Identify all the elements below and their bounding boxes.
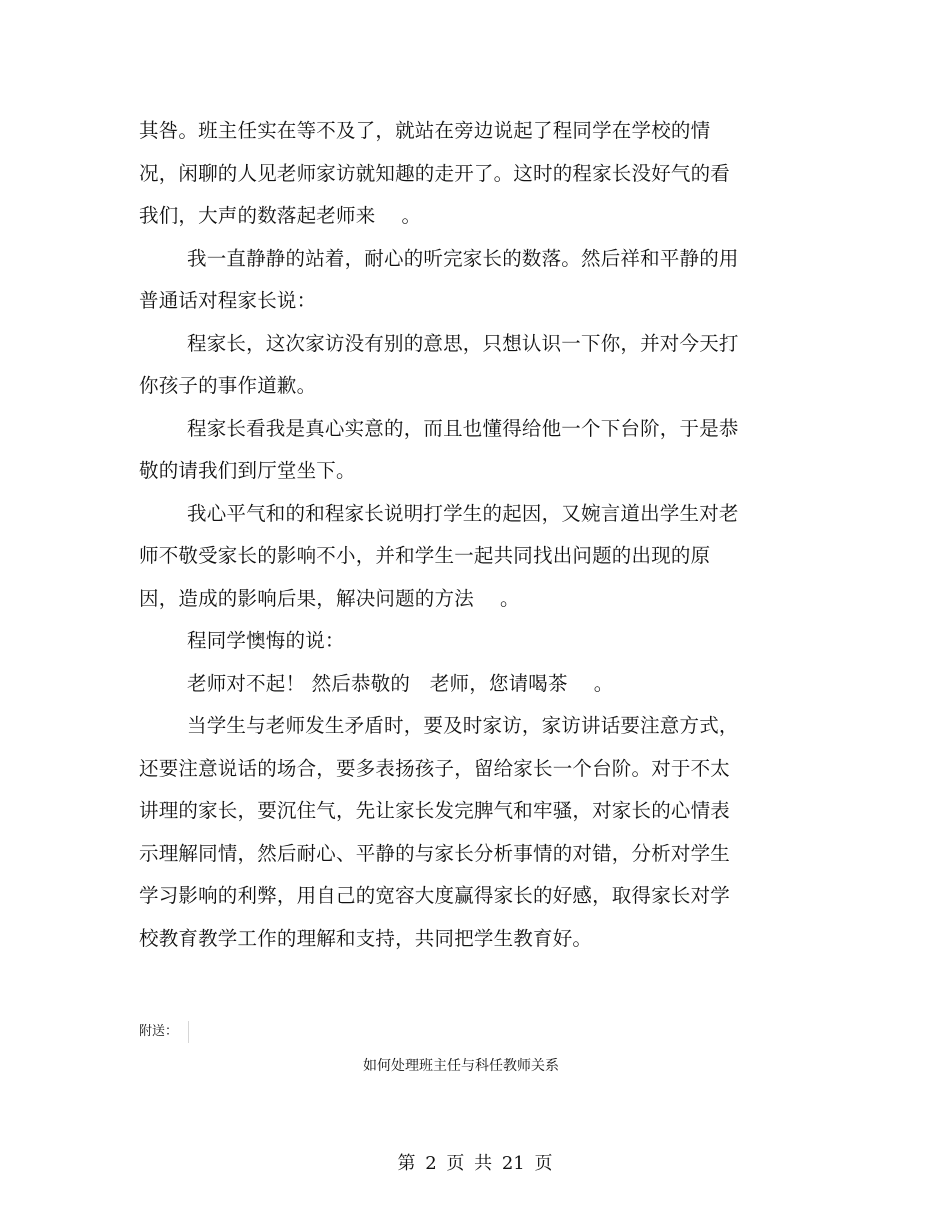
text-line: 我们，大声的数落起老师来 。 xyxy=(139,204,422,227)
text-line: 学习影响的利弊，用自己的宽容大度赢得家长的好感，取得家长对学 xyxy=(139,884,731,907)
text-line: 程家长，这次家访没有别的意思，只想认识一下你，并对今天打 xyxy=(187,331,739,355)
text-line: 程同学懊悔的说： xyxy=(187,629,345,652)
text-line: 你孩子的事作道歉。 xyxy=(139,374,317,397)
text-line: 师不敬受家长的影响不小，并和学生一起共同找出问题的出现的原 xyxy=(139,544,711,567)
text-line: 因，造成的影响后果，解决问题的方法 。 xyxy=(139,586,520,610)
text-line: 当学生与老师发生矛盾时，要及时家访，家访讲话要注意方式， xyxy=(187,714,739,737)
appendix-label: 附送： xyxy=(139,1024,179,1039)
text-line: 我心平气和的和程家长说明打学生的起因，又婉言道出学生对老 xyxy=(187,501,739,525)
page-number-footer: 第 2 页 共 21 页 xyxy=(397,1153,553,1174)
text-line: 老师对不起！ 然后恭敬的 老师，您请喝茶 。 xyxy=(187,671,614,695)
body-text xyxy=(139,110,759,960)
appendix-title: 如何处理班主任与科任教师关系 xyxy=(363,1058,559,1074)
text-line: 程家长看我是真心实意的，而且也懂得给他一个下台阶，于是恭 xyxy=(187,416,739,440)
text-line: 示理解同情，然后耐心、平静的与家长分析事情的对错，分析对学生 xyxy=(139,841,731,865)
text-line: 讲理的家长，要沉住气，先让家长发完脾气和牢骚，对家长的心情表 xyxy=(139,799,731,822)
text-line: 校教育教学工作的理解和支持，共同把学生教育好。 xyxy=(139,926,593,950)
text-line: 我一直静静的站着，耐心的听完家长的数落。然后祥和平静的用 xyxy=(187,246,739,270)
appendix-heading xyxy=(139,1020,189,1044)
appendix-divider xyxy=(188,1021,189,1043)
text-line: 况，闲聊的人见老师家访就知趣的走开了。这时的程家长没好气的看 xyxy=(139,161,731,185)
text-line: 敬的请我们到厅堂坐下。 xyxy=(139,459,356,482)
text-line: 普通话对程家长说： xyxy=(139,289,317,312)
text-line: 其咎。班主任实在等不及了，就站在旁边说起了程同学在学校的情 xyxy=(139,119,711,142)
text-line: 还要注意说话的场合，要多表扬孩子，留给家长一个台阶。对于不太 xyxy=(139,756,731,780)
